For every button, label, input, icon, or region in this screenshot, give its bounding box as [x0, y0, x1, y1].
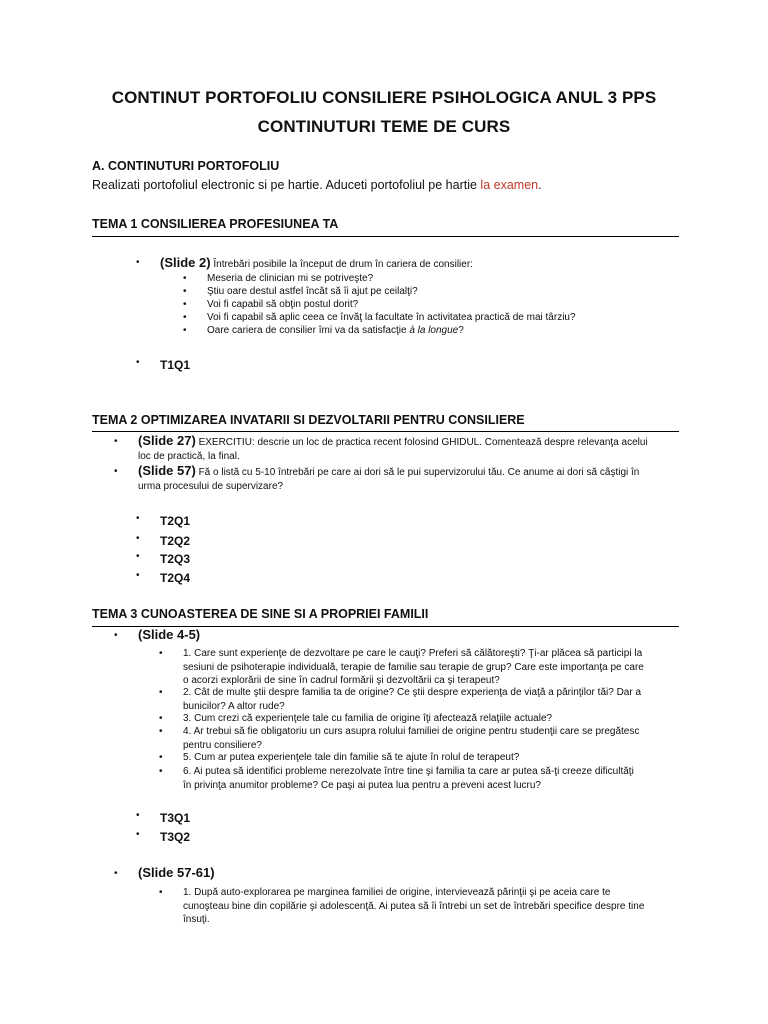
question-code	[136, 513, 191, 528]
tema3-question	[159, 751, 520, 765]
question-code	[136, 810, 191, 825]
tema3-question-line: pentru consiliere?	[183, 739, 262, 751]
tema3-question-line: sesiuni de psihoterapie individuală, terapie de familie sau terapie de grup? Care este importanţa pe care	[183, 661, 644, 673]
tema3-heading: TEMA 3 CUNOASTEREA DE SINE SI A PROPRIEI FAMILII	[92, 607, 429, 621]
tema2-heading: TEMA 2 OPTIMIZAREA INVATARII SI DEZVOLTARII PENTRU CONSILIERE	[92, 413, 525, 427]
question-code-text: T3Q2	[160, 830, 191, 844]
tema1-question-text: Voi fi capabil să aplic ceea ce învăţ la facultate în activitatea practică de mai târziu?	[207, 312, 576, 323]
bullet-icon: •	[159, 713, 163, 724]
tema1-slide-text: Întrebări posibile la început de drum în cariera de consilier:	[213, 259, 473, 270]
bullet-icon: •	[114, 868, 118, 879]
tema2-item-slide57	[114, 463, 683, 494]
tema3-question-line: o acorzi explorării de sine în cadrul formării şi dezvoltării ca şi terapeut?	[183, 675, 500, 686]
bullet-icon: •	[136, 829, 140, 840]
bullet-icon: •	[114, 466, 118, 477]
tema3-question	[159, 765, 634, 792]
tema2-item1-label: (Slide 27)	[138, 433, 196, 448]
question-code-text: T2Q3	[160, 552, 191, 566]
bullet-icon: •	[183, 325, 187, 336]
tema2-item1-line1: EXERCITIU: descrie un loc de practica recent folosind GHIDUL. Comentează despre relevanţa acelui	[198, 437, 648, 448]
bullet-icon: •	[159, 887, 163, 898]
document-title-line1: CONTINUT PORTOFOLIU CONSILIERE PSIHOLOGICA ANUL 3 PPS	[111, 88, 657, 107]
question-code	[136, 533, 191, 548]
tema1-question-text: Ştiu oare destul astfel încât să îi ajut pe ceilalţi?	[207, 286, 418, 297]
tema3-question-line: în privinţa anumitor probleme? Ce paşi ai putea lua pentru a preveni acest lucru?	[183, 779, 541, 791]
bullet-icon: •	[136, 533, 140, 544]
bullet-icon: •	[136, 810, 140, 821]
tema1-question	[183, 285, 418, 299]
section-a-text-main: Realizati portofoliul electronic si pe hartie. Aduceti portofoliul pe hartie	[92, 178, 481, 192]
tema1-question	[183, 324, 464, 338]
tema1-question-end: ?	[458, 325, 464, 336]
section-a-text-end: .	[538, 178, 542, 192]
tema3-slide2-line: însuţi.	[183, 914, 210, 925]
tema3-slide-label: (Slide 4-5)	[138, 627, 201, 642]
section-a-text	[92, 178, 542, 192]
bullet-icon: •	[183, 299, 187, 310]
tema2-item2-line1: Fă o listă cu 5-10 întrebări pe care ai dori să le pui supervizorului tău. Ce anume ai dori să câştigi în	[198, 467, 640, 478]
tema3-question-line: 6. Ai putea să identifici probleme nerezolvate între tine şi familia ta care ar putea să-ţi creeze dificultăţi	[183, 766, 634, 777]
bullet-icon: •	[136, 513, 140, 524]
tema1-question	[183, 298, 359, 312]
tema1-question-italic: à la longue	[409, 325, 459, 336]
tema2-item2-line2: urma procesului de supervizare?	[138, 481, 284, 492]
tema2-divider	[92, 431, 679, 432]
bullet-icon: •	[136, 257, 140, 268]
question-code-text: T2Q4	[160, 571, 191, 585]
bullet-icon: •	[136, 357, 140, 368]
tema3-question-line: 4. Ar trebui să fie obligatoriu un curs asupra rolului familiei de origine pentru studenţii care se pregătesc	[183, 726, 640, 737]
tema1-question-text: Oare cariera de consilier îmi va da satisfacţie	[207, 325, 410, 336]
question-code-text: T1Q1	[160, 358, 191, 372]
tema1-question-text: Voi fi capabil să obţin postul dorit?	[207, 299, 359, 310]
tema3-question	[159, 647, 644, 688]
tema3-slide2-line: cunoşteau bine din copilărie şi adolescenţă. Ai putea să îi întrebi un set de întrebări specifice despre tine	[183, 900, 645, 912]
tema3-question	[159, 686, 642, 713]
question-code	[136, 551, 191, 566]
bullet-icon: •	[159, 752, 163, 763]
document-title-line2: CONTINUTURI TEME DE CURS	[257, 117, 511, 136]
bullet-icon: •	[114, 436, 118, 447]
bullet-icon: •	[183, 273, 187, 284]
tema2-item1-line2: loc de practică, la final.	[138, 451, 240, 462]
question-code-text: T3Q1	[160, 811, 191, 825]
tema3-question-line: 1. Care sunt experienţe de dezvoltare pe care le cauţi? Preferi să călătoreşti? Ţi-ar plăcea să participi la	[183, 648, 643, 659]
bullet-icon: •	[183, 286, 187, 297]
section-a-heading: A. CONTINUTURI PORTOFOLIU	[92, 159, 280, 173]
tema3-question-line: 5. Cum ar putea experienţele tale din familie să te ajute în rolul de terapeut?	[183, 752, 520, 763]
tema3-slide2-label: (Slide 57-61)	[138, 865, 215, 880]
tema3-question-line: 3. Cum crezi că experienţele tale cu familia de origine îţi afectează relaţiile actuale?	[183, 713, 553, 724]
tema3-slide2-line: 1. După auto-explorarea pe marginea familiei de origine, intervievează părinţii şi pe aceia care te	[183, 887, 611, 898]
bullet-icon: •	[136, 551, 140, 562]
bullet-icon: •	[159, 687, 163, 698]
tema3-question-line: 2. Cât de multe ştii despre familia ta de origine? Ce ştii despre experienţa de viaţă a părinţilor tăi? Dar a	[183, 687, 642, 698]
bullet-icon: •	[159, 726, 163, 737]
question-code-text: T2Q1	[160, 514, 191, 528]
bullet-icon: •	[159, 648, 163, 659]
tema2-item2-label: (Slide 57)	[138, 463, 196, 478]
tema1-slide-item	[136, 255, 473, 272]
section-a-text-red: la examen	[480, 178, 539, 192]
tema1-divider	[92, 236, 679, 237]
question-code	[136, 829, 191, 844]
tema3-slide-label-item	[114, 627, 201, 644]
question-code	[136, 570, 191, 585]
bullet-icon: •	[183, 312, 187, 323]
tema1-slide-label: (Slide 2)	[160, 255, 211, 270]
tema2-item-slide27	[114, 433, 683, 464]
tema1-question-text: Meseria de clinician mi se potriveşte?	[207, 273, 374, 284]
question-code	[136, 357, 191, 372]
tema1-question	[183, 272, 374, 286]
tema3-slide2-label-item	[114, 865, 215, 882]
tema3-slide2-question	[159, 886, 645, 927]
bullet-icon: •	[159, 766, 163, 777]
bullet-icon: •	[114, 630, 118, 641]
tema3-question-line: bunicilor? A altor rude?	[183, 700, 285, 712]
tema3-question	[159, 712, 553, 726]
tema3-question	[159, 725, 640, 752]
tema1-heading: TEMA 1 CONSILIEREA PROFESIUNEA TA	[92, 217, 339, 231]
tema1-question	[183, 311, 576, 325]
question-code-text: T2Q2	[160, 534, 191, 548]
bullet-icon: •	[136, 570, 140, 581]
